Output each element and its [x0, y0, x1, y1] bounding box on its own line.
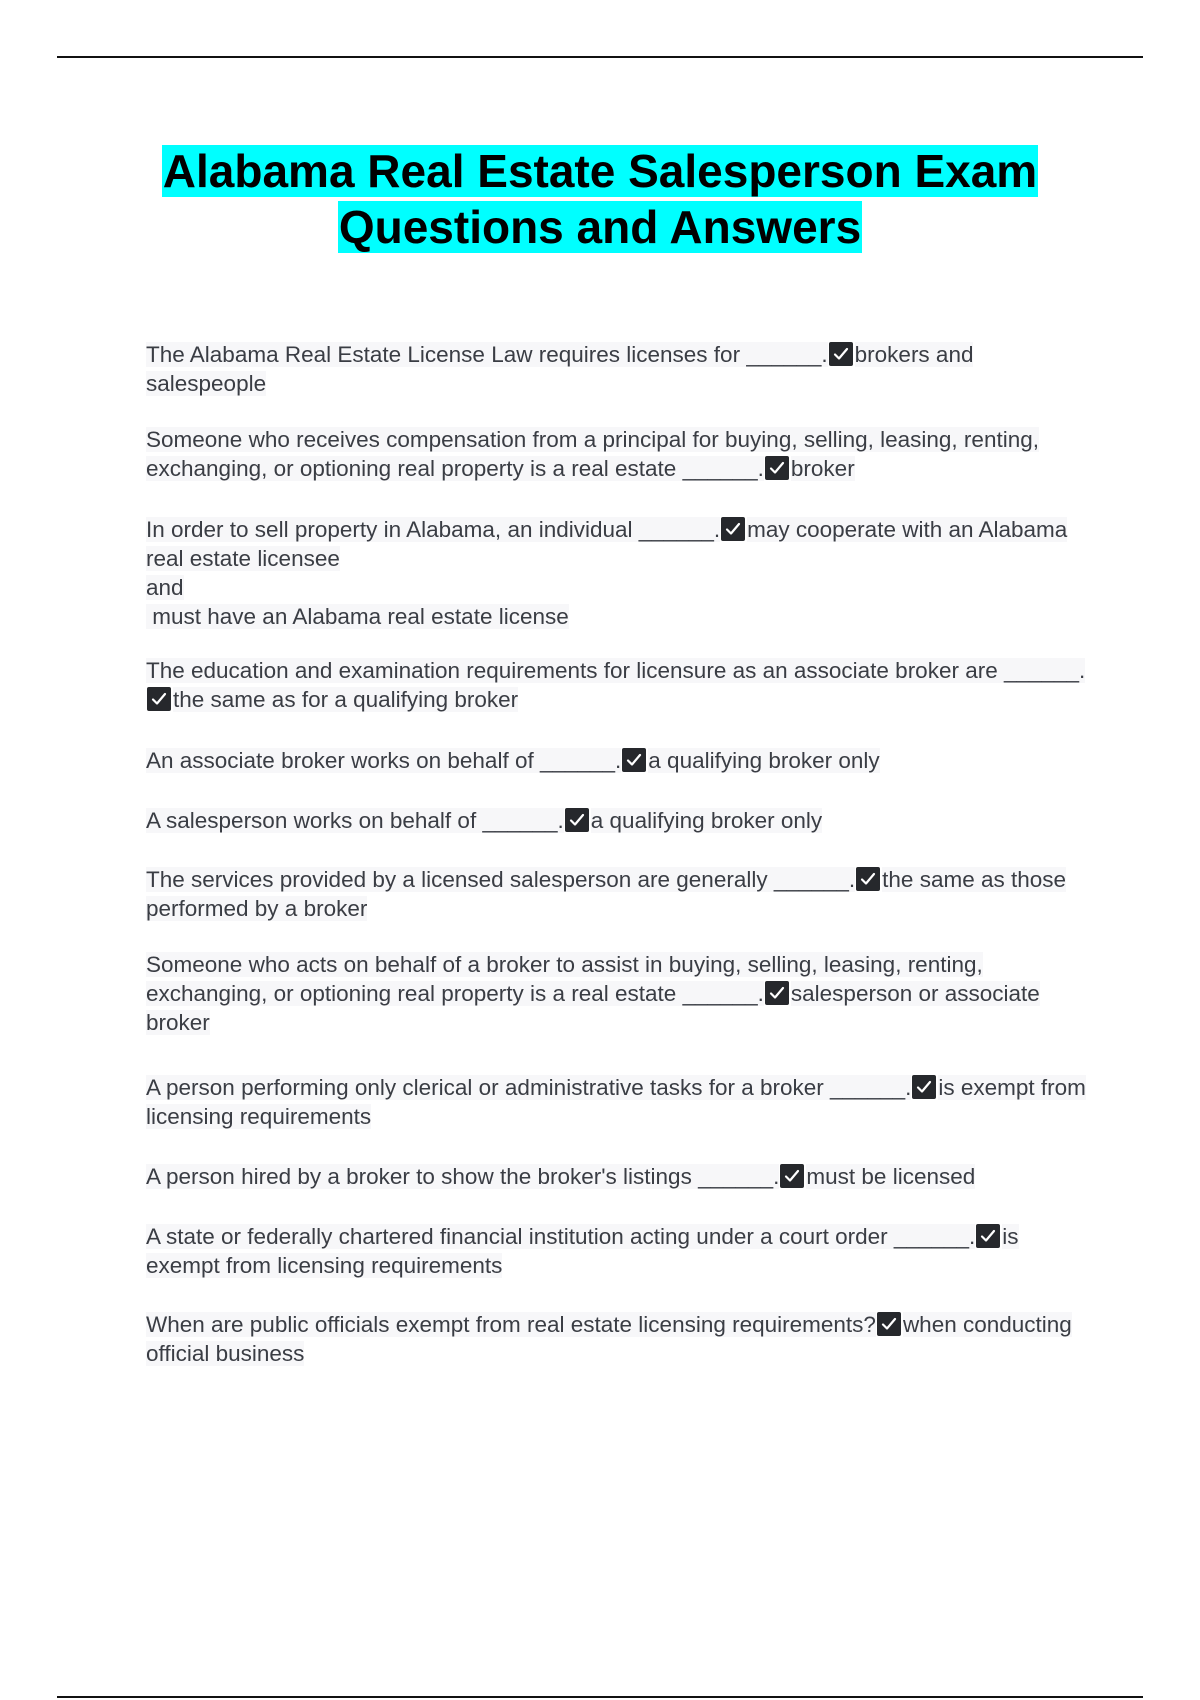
question-text: A salesperson works on behalf of ______.	[146, 808, 564, 833]
qa-item	[146, 1073, 1086, 1131]
question-text: Someone who acts on behalf of a broker to assist in buying, selling, leasing, renting, exchanging, or optioning real property is a real estate ______.	[146, 952, 983, 1006]
title-line-1: Alabama Real Estate Salesperson Exam	[162, 145, 1038, 197]
checkmark-icon	[912, 1075, 936, 1099]
answer-text: is exempt from licensing requirements	[146, 1224, 1019, 1278]
qa-item	[146, 656, 1086, 714]
answer-text: brokers and salespeople	[146, 342, 974, 396]
answer-text: the same as for a qualifying broker	[173, 687, 519, 712]
answer-text: salesperson or associate broker	[146, 981, 1040, 1035]
qa-item	[146, 865, 1086, 923]
checkmark-icon	[765, 456, 789, 480]
qa-item	[146, 515, 1086, 631]
answer-text: must be licensed	[806, 1164, 976, 1189]
checkmark-icon	[877, 1312, 901, 1336]
question-text: The services provided by a licensed salesperson are generally ______.	[146, 867, 856, 892]
qa-item	[146, 425, 1086, 483]
question-text: The Alabama Real Estate License Law requires licenses for ______.	[146, 342, 828, 367]
question-text: When are public officials exempt from real estate licensing requirements?	[146, 1312, 876, 1337]
answer-text: broker	[790, 456, 855, 481]
question-text: The education and examination requirements for licensure as an associate broker are ______.	[146, 658, 1086, 683]
checkmark-icon	[856, 867, 880, 891]
question-text: Someone who receives compensation from a principal for buying, selling, leasing, renting, exchanging, or optioning real property is a real estate ______.	[146, 427, 1039, 481]
qa-item	[146, 806, 1086, 835]
header-rule	[57, 56, 1143, 58]
qa-item	[146, 1310, 1086, 1368]
answer-text: is exempt from licensing requirements	[146, 1075, 1086, 1129]
answer-text: the same as those performed by a broker	[146, 867, 1067, 921]
checkmark-icon	[780, 1164, 804, 1188]
qa-item	[146, 1222, 1086, 1280]
answer-text: when conducting official business	[146, 1312, 1072, 1366]
checkmark-icon	[721, 517, 745, 541]
question-text: A person hired by a broker to show the broker's listings ______.	[146, 1164, 780, 1189]
title-line-2: Questions and Answers	[338, 201, 862, 253]
answer-text-line-2: and	[146, 575, 184, 600]
answer-text: may cooperate with an Alabama real estate licensee	[146, 517, 1068, 571]
question-text: In order to sell property in Alabama, an individual ______.	[146, 517, 721, 542]
checkmark-icon	[765, 981, 789, 1005]
checkmark-icon	[829, 342, 853, 366]
checkmark-icon	[622, 748, 646, 772]
question-text: A person performing only clerical or administrative tasks for a broker ______.	[146, 1075, 912, 1100]
answer-text: a qualifying broker only	[648, 748, 880, 773]
checkmark-icon	[147, 687, 171, 711]
qa-item	[146, 746, 1086, 775]
answer-text: a qualifying broker only	[590, 808, 823, 833]
footer-rule	[57, 1696, 1143, 1698]
question-text: A state or federally chartered financial institution acting under a court order ______.	[146, 1224, 976, 1249]
checkmark-icon	[976, 1224, 1000, 1248]
answer-text-line-3: must have an Alabama real estate license	[146, 604, 569, 629]
qa-item	[146, 950, 1086, 1037]
checkmark-icon	[565, 808, 589, 832]
qa-item	[146, 340, 1086, 398]
page-title	[100, 143, 1100, 255]
qa-item	[146, 1162, 1086, 1191]
question-text: An associate broker works on behalf of ______.	[146, 748, 622, 773]
